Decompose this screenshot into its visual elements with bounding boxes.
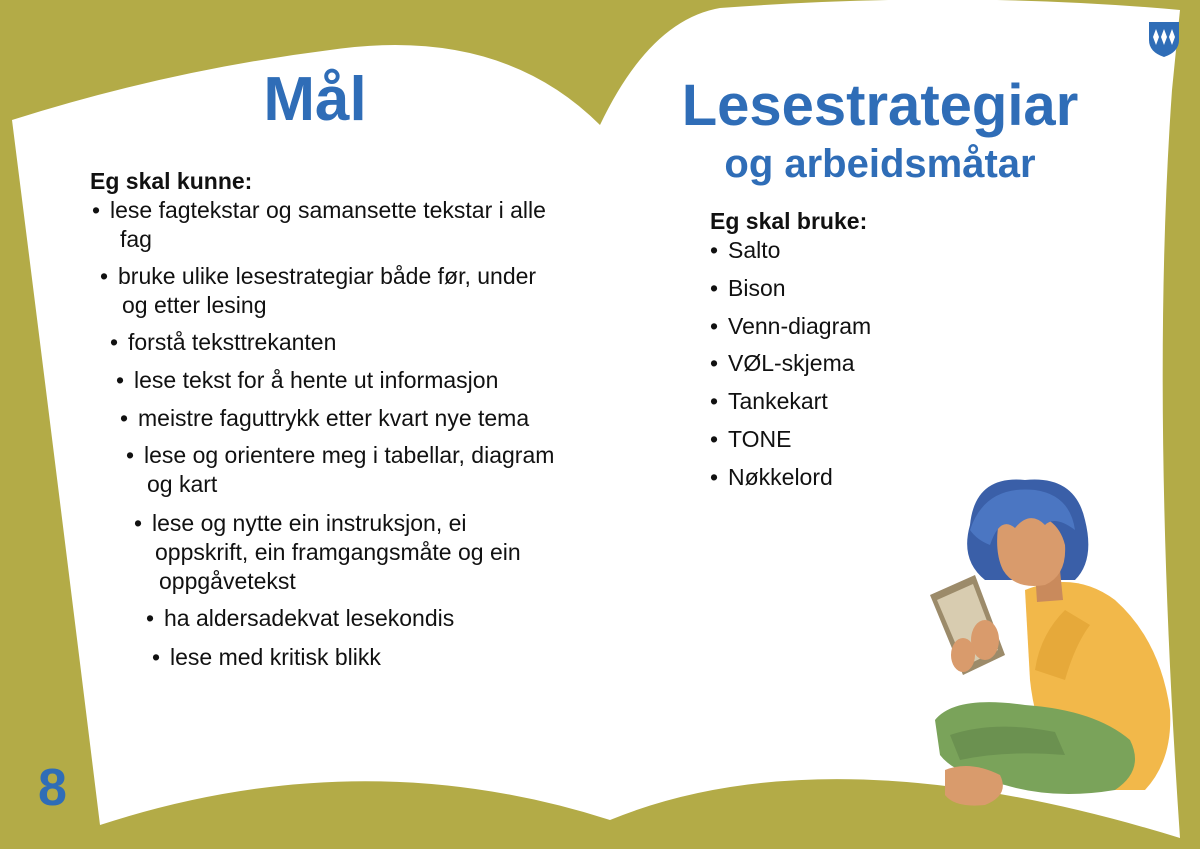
list-item: • VØL-skjema: [710, 350, 855, 376]
boy-reading-book-illustration: [915, 470, 1185, 820]
right-page-heading: Eg skal bruke:: [710, 208, 868, 234]
list-item: • lese og orientere meg i tabellar, diagram og kart: [126, 442, 555, 497]
bullet: •: [116, 367, 125, 393]
bullet: •: [92, 197, 101, 223]
right-page-subtitle: og arbeidsmåtar: [724, 142, 1036, 186]
list-item: • Bison: [710, 275, 786, 301]
list-item: • lese fagtekstar og samansette tekstar i alle fag: [92, 197, 546, 252]
bullet: •: [126, 442, 135, 468]
list-item: • bruke ulike lesestrategiar både før, under og etter lesing: [100, 263, 537, 318]
list-item: • lese tekst for å hente ut informasjon: [116, 367, 499, 393]
page-number: 8: [38, 759, 67, 817]
list-item: • ha aldersadekvat lesekondis: [146, 605, 455, 631]
municipal-crest-icon: [1147, 20, 1181, 58]
list-item: • lese og nytte ein instruksjon, ei oppskrift, ein framgangsmåte og ein oppgåvetekst: [134, 510, 521, 594]
list-item: • Salto: [710, 237, 781, 263]
bullet: •: [100, 263, 109, 289]
list-item: • lese med kritisk blikk: [152, 644, 381, 670]
bullet: •: [110, 329, 119, 355]
bullet: •: [152, 644, 161, 670]
list-item: • forstå teksttrekanten: [110, 329, 337, 355]
list-item: • Tankekart: [710, 388, 828, 414]
list-item: • meistre faguttrykk etter kvart nye tema: [120, 405, 530, 431]
list-item: • Venn-diagram: [710, 313, 872, 339]
left-page-heading: Eg skal kunne:: [90, 168, 253, 194]
right-page-title: Lesestrategiar: [681, 73, 1079, 138]
list-item: • Nøkkelord: [710, 464, 833, 490]
bullet: •: [120, 405, 129, 431]
left-page-title: Mål: [263, 65, 367, 134]
bullet: •: [146, 605, 155, 631]
bullet: •: [134, 510, 143, 536]
list-item: • TONE: [710, 426, 792, 452]
